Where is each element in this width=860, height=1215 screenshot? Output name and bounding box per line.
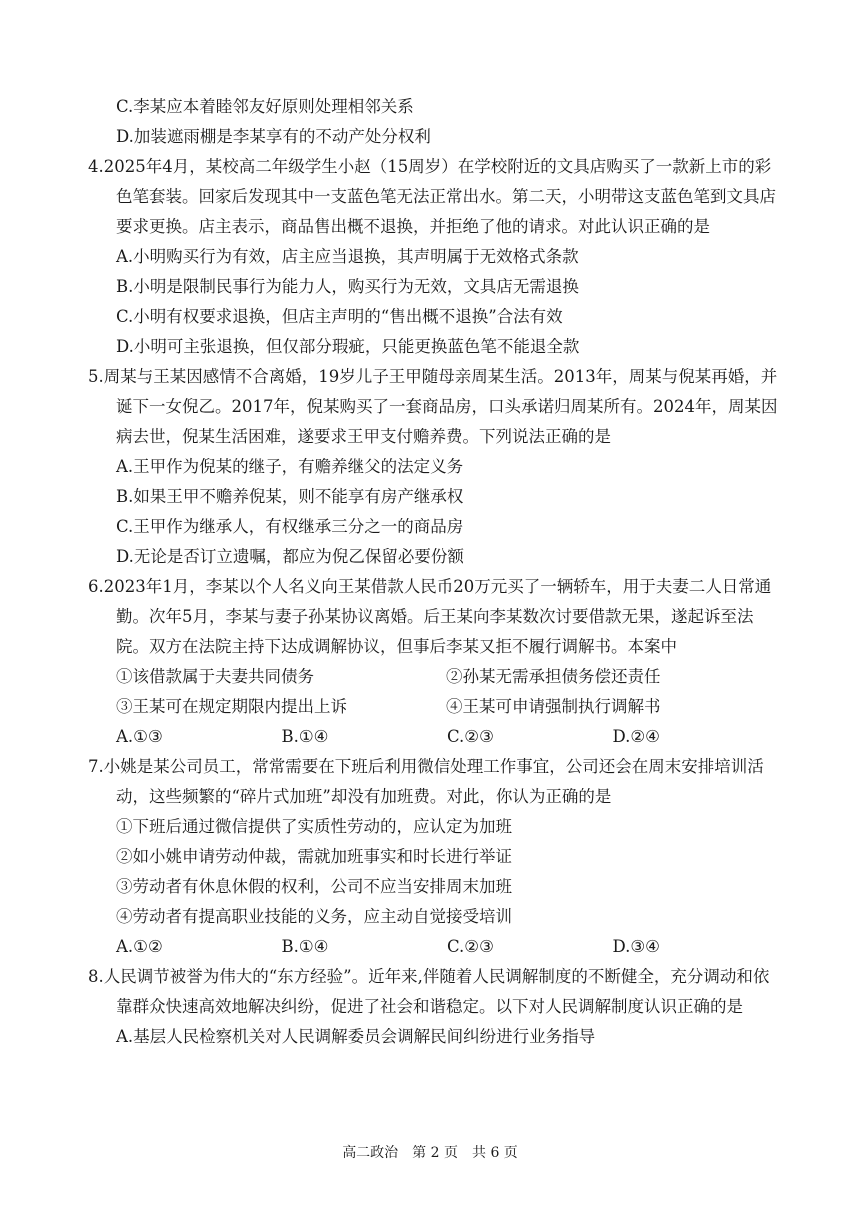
page-footer: 高二政治 第 2 页 共 6 页 [342,1145,518,1161]
q6-choices [88,722,778,752]
q4-option-c: C.小明有权要求退换，但店主声明的“售出概不退换”合法有效 [116,307,563,326]
q7-item-4: ④劳动者有提高职业技能的义务，应主动自觉接受培训 [116,907,512,926]
q7-stem: 7.小姚是某公司员工，常常需要在下班后利用微信处理工作事宜，公司还会在周末安排培训活动，这些频繁的“碎片式加班”却没有加班费。对此，你认为正确的是 [88,757,764,806]
q6-items-row-1 [88,662,778,692]
q5-option-d: D.无论是否订立遗嘱，都应为倪乙保留必要份额 [116,547,464,566]
q7-item-3: ③劳动者有休息休假的权利，公司不应当安排周末加班 [116,877,512,896]
q5-option-b: B.如果王甲不赡养倪某，则不能享有房产继承权 [116,487,464,506]
q6-choice-b: B.①④ [281,727,329,746]
q5-stem: 5.周某与王某因感情不合离婚，19岁儿子王甲随母亲周某生活。2013年，周某与倪某再婚，并诞下一女倪乙。2017年，倪某购买了一套商品房，口头承诺归周某所有。2024年，周某因病去世，倪某生活困难，遂要求王甲支付赡养费。下列说法正确的是 [88,367,778,446]
q3-option-d: D.加装遮雨棚是李某享有的不动产处分权利 [116,127,431,146]
q4-option-a: A.小明购买行为有效，店主应当退换，其声明属于无效格式条款 [116,247,579,266]
page-content [88,92,778,1052]
q7-choice-d: D.③④ [612,937,660,956]
q6-item-2: ②孙某无需承担债务偿还责任 [446,667,661,686]
q6-item-3: ③王某可在规定期限内提出上诉 [116,697,347,716]
q6-stem: 6.2023年1月，李某以个人名义向王某借款人民币20万元买了一辆轿车，用于夫妻二人日常通勤。次年5月，李某与妻子孙某协议离婚。后王某向李某数次讨要借款无果，遂起诉至法院。双方在法院主持下达成调解协议，但事后李某又拒不履行调解书。本案中 [88,577,772,656]
q8-stem: 8.人民调节被誉为伟大的“东方经验”。近年来,伴随着人民调解制度的不断健全，充分调动和依靠群众快速高效地解决纠纷，促进了社会和谐稳定。以下对人民调解制度认识正确的是 [88,967,770,1016]
q7-choice-b: B.①④ [281,937,329,956]
q6-item-1: ①该借款属于夫妻共同债务 [116,667,314,686]
q4-option-b: B.小明是限制民事行为能力人，购买行为无效，文具店无需退换 [116,277,579,296]
q6-choice-c: C.②③ [447,727,494,746]
q7-choice-c: C.②③ [447,937,494,956]
q5-option-a: A.王甲作为倪某的继子，有赡养继父的法定义务 [116,457,464,476]
q6-choice-a: A.①③ [116,727,163,746]
q5-option-c: C.王甲作为继承人，有权继承三分之一的商品房 [116,517,464,536]
q4-option-d: D.小明可主张退换，但仅部分瑕疵，只能更换蓝色笔不能退全款 [116,337,580,356]
q7-choices [88,932,778,962]
q4-stem: 4.2025年4月，某校高二年级学生小赵（15周岁）在学校附近的文具店购买了一款新上市的彩色笔套装。回家后发现其中一支蓝色笔无法正常出水。第二天，小明带这支蓝色笔到文具店要求更换。店主表示，商品售出概不退换，并拒绝了他的请求。对此认识正确的是 [88,157,776,236]
q6-item-4: ④王某可申请强制执行调解书 [446,697,661,716]
q6-items-row-2 [88,692,778,722]
q7-choice-a: A.①② [116,937,163,956]
q8-option-a: A.基层人民检察机关对人民调解委员会调解民间纠纷进行业务指导 [116,1027,596,1046]
q6-choice-d: D.②④ [612,727,660,746]
q7-item-1: ①下班后通过微信提供了实质性劳动的，应认定为加班 [116,817,512,836]
q7-item-2: ②如小姚申请劳动仲裁，需就加班事实和时长进行举证 [116,847,512,866]
q3-option-c: C.李某应本着睦邻友好原则处理相邻关系 [116,97,414,116]
